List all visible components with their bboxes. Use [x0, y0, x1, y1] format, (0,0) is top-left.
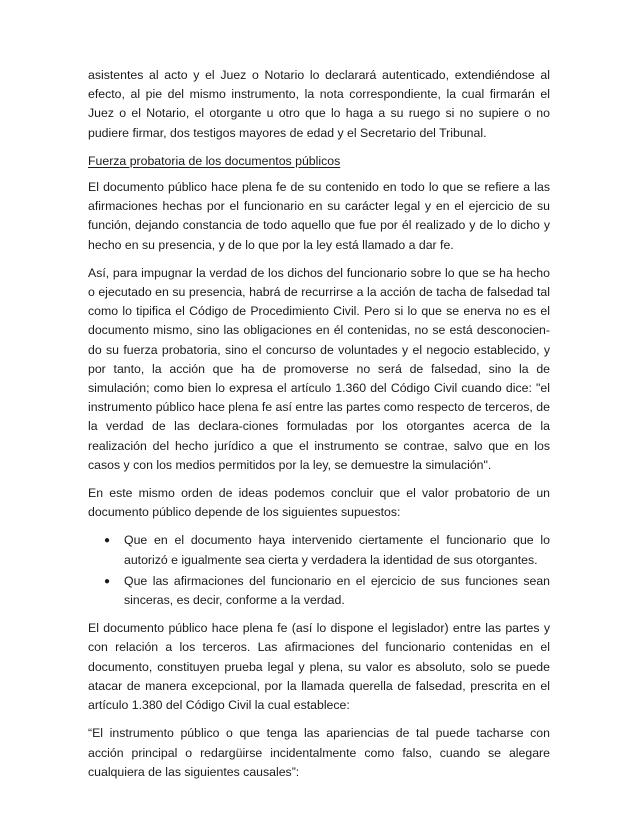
paragraph-valor-probatorio: En este mismo orden de ideas podemos concluir que el valor probatorio de un documento público depende de los siguientes supuestos: — [88, 486, 550, 520]
list-item — [88, 531, 550, 569]
section-heading-fuerza-probatoria: Fuerza probatoria de los documentos públicos — [88, 153, 341, 168]
list-item-text: Que las afirmaciones del funcionario en el ejercicio de sus funciones sean sinceras, es decir, conforme a la verdad. — [124, 573, 550, 608]
paragraph-cita-articulo: “El instrumento público o que tenga las apariencias de tal puede tacharse con acción principal o redargüirse incidentalmente como falso, cuando se alegare cualquiera de las siguientes causales”: — [88, 726, 550, 779]
list-item-text: Que en el documento haya intervenido ciertamente el funcionario que lo autorizó e igualmente sea cierta y verdadera la identidad de sus otorgantes. — [124, 533, 550, 567]
list-item — [88, 572, 550, 610]
paragraph-autenticacion: asistentes al acto y el Juez o Notario lo declarará autenticado, extendiéndose al efecto, al pie del mismo instrumento, la nota correspondiente, la cual firmarán el Juez o el Notario, el otorgante u otro que lo haga a su ruego si no supiere o no pudiere firmar, dos testigos mayores de edad y el Secretario del Tribunal. — [88, 68, 550, 140]
paragraph-tacha-falsedad: Así, para impugnar la verdad de los dichos del funcionario sobre lo que se ha hecho o ejecutado en su presencia, habrá de recurrirse a la acción de tacha de falsedad tal como lo tipifica el Código de Procedimiento Civil. Pero si lo que se enerva no es el documento mismo, sino las obligaciones en él contenidas, no se está desconocien-do su fuerza probatoria, sino el concurso de voluntades y el negocio establecido, y por tanto, la acción que ha de promoverse no será de falsedad, sino la de simulación; como bien lo expresa el artículo 1.360 del Código Civil cuando dice: "el instrumento público hace plena fe así entre las partes como respecto de terceros, de la verdad de las declara-ciones formuladas por los otorgantes acerca de la realización del hecho jurídico a que el instrumento se contrae, salvo que en los casos y con los medios permitidos por la ley, se demuestre la simulación". — [88, 265, 550, 472]
bullet-list-supuestos — [88, 531, 550, 610]
document-page — [88, 66, 550, 791]
bullet-icon: ● — [104, 575, 111, 587]
bullet-icon: ● — [104, 535, 111, 547]
paragraph-querella-falsedad: El documento público hace plena fe (así lo dispone el legislador) entre las partes y con relación a los terceros. Las afirmaciones del funcionario contenidas en el documento, constituyen prueba legal y plena, su valor es absoluto, solo se puede atacar de manera excepcional, por la llamada querella de falsedad, prescrita en el artículo 1.380 del Código Civil la cual establece: — [88, 621, 550, 713]
paragraph-plena-fe: El documento público hace plena fe de su contenido en todo lo que se refiere a las afirmaciones hechas por el funcionario en su carácter legal y en el ejercicio de su función, dejando constancia de todo aquello que fue por él realizado y de lo dicho y hecho en su presencia, y de lo que por la ley está llamado a dar fe. — [88, 180, 550, 252]
